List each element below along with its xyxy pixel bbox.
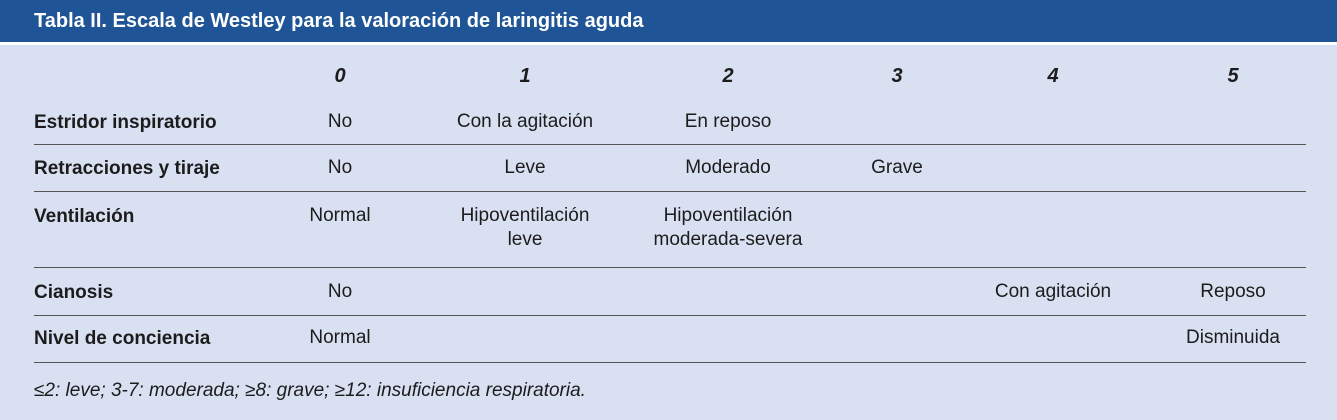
row-label: Cianosis (34, 282, 114, 303)
table-cell: Hipoventilación leve (460, 205, 590, 250)
table-cell: Disminuida (1186, 327, 1280, 348)
row-divider (34, 144, 1306, 145)
table-cell: Normal (309, 205, 371, 226)
table-title: Tabla II. Escala de Westley para la valoración de laringitis aguda (34, 10, 644, 32)
column-header-4: 4 (1047, 65, 1059, 87)
table-cell: Con la agitación (456, 111, 594, 132)
table-cell: No (327, 111, 353, 132)
table-cell: No (327, 157, 353, 178)
row-divider (34, 315, 1306, 316)
column-header-5: 5 (1227, 65, 1239, 87)
table-cell: Grave (871, 157, 923, 178)
column-header-1: 1 (519, 65, 531, 87)
table-footnote: ≤2: leve; 3-7: moderada; ≥8: grave; ≥12: insuficiencia respiratoria. (34, 380, 586, 401)
row-label: Estridor inspiratorio (34, 112, 217, 133)
row-label: Retracciones y tiraje (34, 158, 220, 179)
table-title-bar (0, 0, 1337, 45)
table-cell: En reposo (684, 111, 772, 132)
row-divider (34, 362, 1306, 363)
row-divider (34, 267, 1306, 268)
row-label: Nivel de conciencia (34, 328, 211, 349)
column-header-3: 3 (891, 65, 903, 87)
column-header-0: 0 (334, 65, 346, 87)
table-cell: No (327, 281, 353, 302)
table-cell: Normal (309, 327, 371, 348)
row-divider (34, 191, 1306, 192)
row-label: Ventilación (34, 206, 135, 227)
table-cell: Con agitación (994, 281, 1112, 302)
column-header-2: 2 (722, 65, 734, 87)
table-cell: Reposo (1200, 281, 1266, 302)
table-cell: Leve (504, 157, 546, 178)
table-cell: Hipoventilación moderada-severa (653, 205, 803, 250)
table-cell: Moderado (685, 157, 771, 178)
